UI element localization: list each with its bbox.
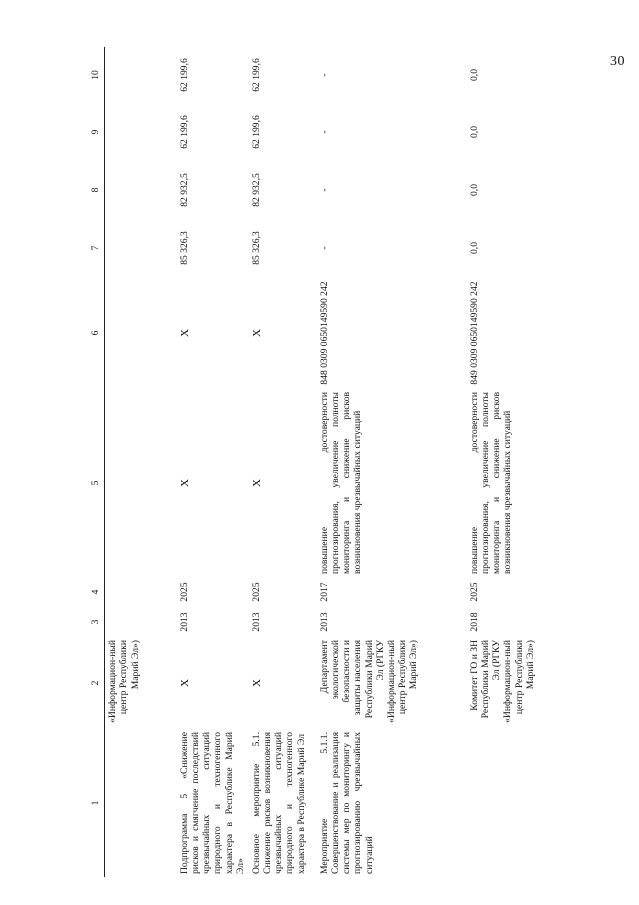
table-row-activity-5-1-1-continued — [467, 47, 607, 877]
row-start-year: 2013 — [178, 612, 190, 632]
row-budget-code: 849 0309 0650149590 242 — [468, 281, 480, 385]
row-start-year — [105, 607, 177, 637]
row-value-9: 0,0 — [468, 126, 480, 138]
row-value-7: 85 326,3 — [178, 231, 190, 265]
table-row-continuation — [105, 47, 177, 877]
row-value-7 — [105, 219, 177, 277]
row-value-9: - — [318, 130, 330, 134]
row-title: Основное мероприятие 5.1. Снижение рисков возникновения чрезвычайных ситуаций природного и техногенного характера в Республике Марий Эл — [250, 732, 307, 874]
row-value-10: 0,0 — [468, 69, 480, 81]
row-result: X — [178, 479, 191, 487]
row-value-10: 62 199,6 — [178, 58, 190, 92]
column-number-row — [88, 47, 105, 877]
row-end-year: 2017 — [318, 582, 330, 602]
row-value-8: 0,0 — [468, 184, 480, 196]
row-start-year: 2013 — [318, 612, 330, 632]
row-result: повышение достоверности прогнозирования, увеличение полноты мониторинга и снижение рисков возникновения чрезвычайных ситуаций — [318, 392, 364, 574]
row-executor: «Информацион-ный центр Республики Марий Эл») — [107, 640, 141, 723]
table-row-activity-5-1-1 — [317, 47, 467, 877]
row-value-7: 85 326,3 — [250, 231, 262, 265]
row-value-9: 62 199,6 — [250, 115, 262, 149]
table-row-main-activity-5-1 — [249, 47, 317, 877]
col-num-9: 9 — [88, 103, 105, 161]
row-start-year: 2013 — [250, 612, 262, 632]
row-end-year: 2025 — [250, 582, 262, 602]
row-budget-code: 848 0309 0650149590 242 — [318, 281, 330, 385]
row-executor: X — [250, 679, 263, 687]
row-end-year — [105, 577, 177, 607]
col-num-10: 10 — [88, 47, 105, 103]
row-end-year: 2025 — [178, 582, 190, 602]
row-title — [467, 729, 607, 877]
row-value-8: - — [318, 188, 330, 192]
row-executor: Комитет ГО и ЗН Республики Марий Эл (РГКУ «Информацион-ный центр Республики Марий Эл») — [468, 640, 536, 723]
col-num-2: 2 — [88, 637, 105, 729]
row-title: Мероприятие 5.1.1. Совершенствование и реализация системы мер по мониторингу и прогнозированию чрезвычайных ситуаций — [318, 732, 375, 874]
row-start-year: 2018 — [468, 612, 480, 632]
col-num-8: 8 — [88, 161, 105, 219]
rotated-table-container — [88, 47, 606, 877]
col-num-3: 3 — [88, 607, 105, 637]
row-value-10: - — [318, 73, 330, 77]
row-result: X — [250, 479, 263, 487]
row-budget-code: X — [250, 329, 263, 337]
row-value-8 — [105, 161, 177, 219]
row-value-8: 82 932,5 — [250, 173, 262, 207]
col-num-7: 7 — [88, 219, 105, 277]
row-budget-code: X — [178, 329, 191, 337]
col-num-4: 4 — [88, 577, 105, 607]
page-number: 30 — [610, 54, 625, 69]
row-end-year: 2025 — [468, 582, 480, 602]
row-value-7: 0,0 — [468, 242, 480, 254]
col-num-5: 5 — [88, 389, 105, 577]
table-row-subprogram-5 — [177, 47, 249, 877]
row-value-9: 62 199,6 — [178, 115, 190, 149]
row-budget-code — [105, 277, 177, 389]
row-value-10 — [105, 47, 177, 103]
row-result — [105, 389, 177, 577]
row-value-10: 62 199,6 — [250, 58, 262, 92]
row-value-8: 82 932,5 — [178, 173, 190, 207]
row-result: повышение достоверности прогнозирования, увеличение полноты мониторинга и снижение рисков возникновения чрезвычайных ситуаций — [468, 392, 514, 574]
col-num-6: 6 — [88, 277, 105, 389]
row-value-7: - — [318, 246, 330, 250]
row-title: Подпрограмма 5 «Снижение рисков и смягчение последствий чрезвычайных ситуаций природного и техногенного характера в Республике Марий Эл» — [178, 732, 246, 874]
row-title — [105, 729, 177, 877]
row-value-9 — [105, 103, 177, 161]
program-table — [88, 47, 607, 877]
row-executor: Департамент экологической безопасности и защиты населения Республики Марий Эл (РГКУ «Информацион-ный центр Республики Марий Эл») — [318, 640, 420, 723]
col-num-1: 1 — [88, 729, 105, 877]
row-executor: X — [178, 679, 191, 687]
